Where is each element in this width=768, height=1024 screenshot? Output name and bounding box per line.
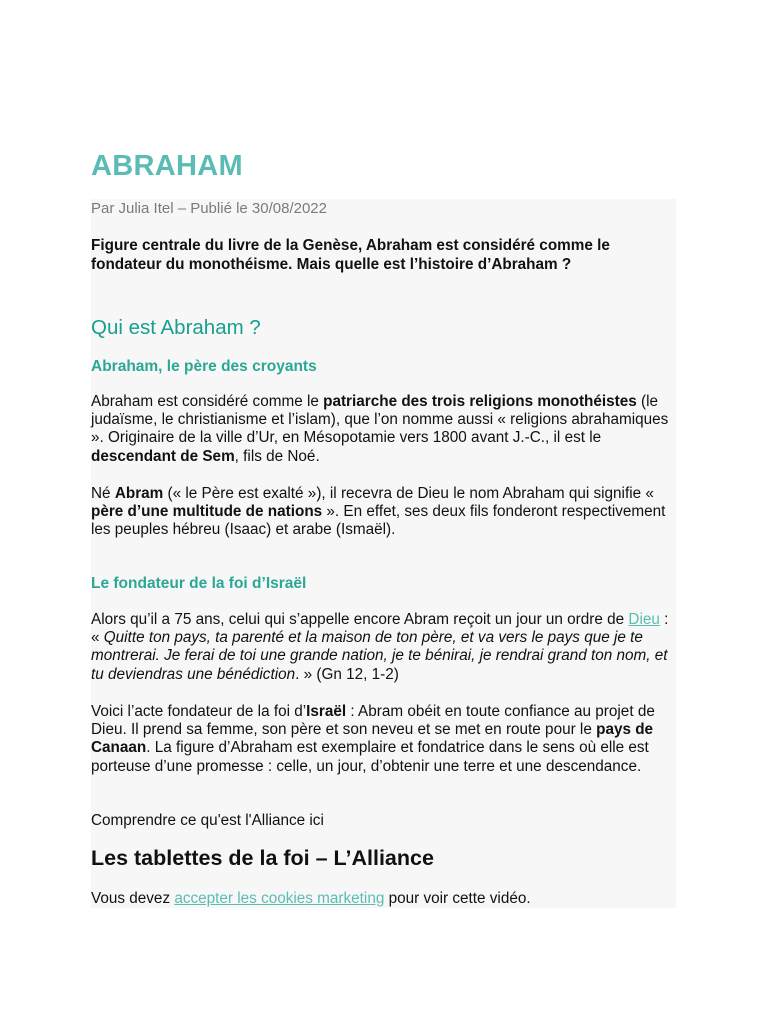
paragraph-ordre-de-dieu: Alors qu’il a 75 ans, celui qui s’appelle encore Abram reçoit un jour un ordre de Dieu : « Quitte ton pays, ta parenté et la maison de ton père, et va vers le pays que je te montrerai. Je ferai de toi une grande nation, je te bénirai, je rendrai grand ton nom, et tu deviendras une bénédiction. » (Gn 12, 1-2) [91,611,669,683]
subheading-pere-des-croyants: Abraham, le père des croyants [91,358,317,375]
paragraph-comprendre-alliance: Comprendre ce qu'est l'Alliance ici [91,812,324,829]
intro-paragraph: Figure centrale du livre de la Genèse, Abraham est considéré comme le fondateur du monothéisme. Mais quelle est l’histoire d’Abraham ? [91,237,610,273]
subheading-fondateur-foi-israel: Le fondateur de la foi d’Israël [91,575,307,592]
dieu-link[interactable]: Dieu [628,611,660,628]
paragraph-ne-abram: Né Abram (« le Père est exalté »), il recevra de Dieu le nom Abraham qui signifie « père d’une multitude de nations ». En effet, ses deux fils fonderont respectivement les peuples hébreu (Isaac) et arabe (Ismaël). [91,485,666,539]
paragraph-acte-fondateur: Voici l’acte fondateur de la foi d’Israël : Abram obéit en toute confiance au projet de Dieu. Il prend sa femme, son père et son neveu et se met en route pour le pays de Canaan. La figure d’Abraham est exemplaire et fondatrice dans le sens où elle est porteuse d’une promesse : celle, un jour, d’obtenir une terre et une descendance. [91,703,655,775]
byline: Par Julia Itel – Publié le 30/08/2022 [91,200,327,217]
section-heading-qui-est-abraham: Qui est Abraham ? [91,316,261,339]
accept-cookies-link[interactable]: accepter les cookies marketing [174,890,385,907]
article-panel [91,199,676,908]
paragraph-patriarche: Abraham est considéré comme le patriarche des trois religions monothéistes (le judaïsme, le christianisme et l’islam), que l’on nomme aussi « religions abrahamiques ». Originaire de la ville d’Ur, en Mésopotamie vers 1800 avant J.-C., il est le descendant de Sem, fils de Noé. [91,393,669,465]
page-title: ABRAHAM [91,150,243,182]
section-heading-tablettes: Les tablettes de la foi – L’Alliance [91,846,434,870]
cookie-notice: Vous devez accepter les cookies marketing pour voir cette vidéo. [91,890,531,907]
